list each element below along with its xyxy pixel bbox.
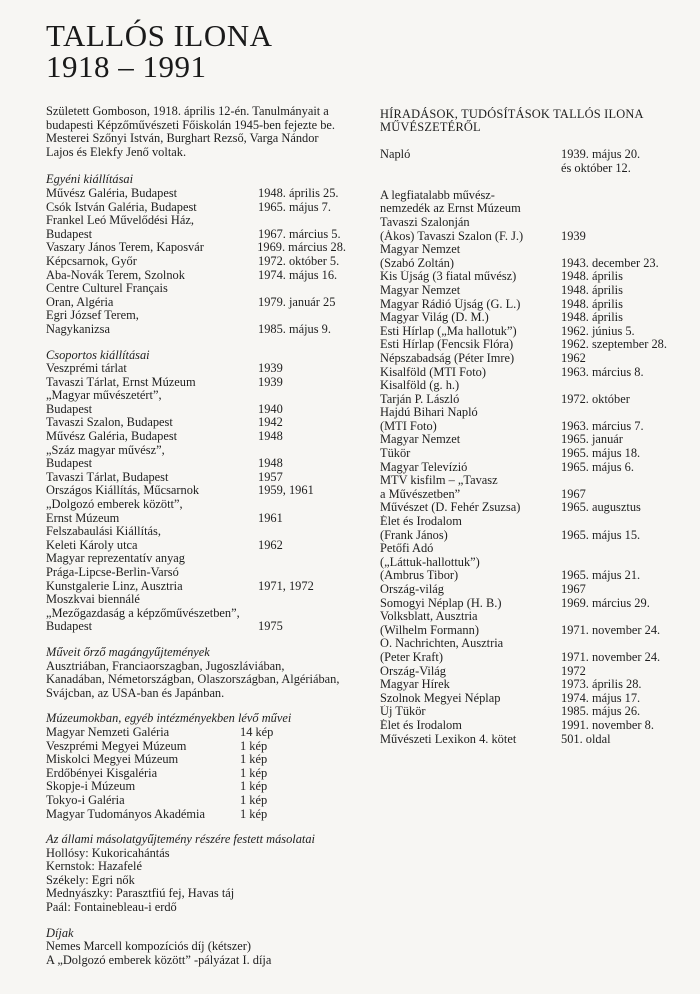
item-date: 1948. április (561, 269, 623, 284)
item-date (561, 202, 690, 216)
copies-section (46, 833, 346, 915)
list-item (46, 607, 346, 621)
item-title: Művészet (D. Fehér Zsuzsa) (380, 501, 521, 515)
list-item (380, 665, 690, 679)
item-title: Esti Hírlap (Fencsik Flóra) (380, 338, 514, 352)
list-item (380, 311, 690, 325)
museum-works-list (46, 726, 346, 821)
list-item (380, 461, 690, 475)
list-item (380, 515, 690, 529)
left-column (46, 105, 346, 979)
item-title: Művész Galéria, Budapest (46, 186, 178, 200)
solo-exhibitions-section (46, 173, 346, 336)
awards-heading: Díjak (46, 925, 74, 940)
list-item (46, 269, 346, 283)
item-date: 1939. május 20. (561, 147, 641, 161)
item-title: Tarján P. László (380, 392, 460, 406)
item-date: 1939 (561, 228, 586, 243)
item-title: (Wilhelm Formann) (380, 623, 479, 637)
item-date: 1940 (258, 401, 283, 416)
list-item (380, 366, 690, 380)
item-title: Esti Hírlap („Ma hallotuk”) (380, 324, 517, 338)
biography-intro: Született Gomboson, 1918. április 12-én. Tanulmányait a budapesti Képzőművészeti Főiskolán 1945-ben fejezte be. Mesterei Szőnyi István, Burghart Rezső, Varga Nándor Lajos és Elekfy Jenő voltak. (46, 104, 336, 159)
item-title: Ország-Világ (380, 664, 447, 678)
item-title: Vaszary János Terem, Kaposvár (46, 241, 204, 255)
item-date: és október 12. (561, 160, 631, 175)
list-item (380, 175, 690, 189)
group-exhibitions-section (46, 349, 346, 634)
item-title: Petőfi Adó (380, 542, 434, 556)
solo-exhibitions-list (46, 187, 346, 337)
item-date: 1967 (561, 486, 586, 501)
item-title: Aba-Novák Terem, Szolnok (46, 268, 185, 282)
item-date: 1 kép (240, 792, 268, 807)
item-title: Tavaszi Szalonján (380, 215, 470, 229)
item-date: 1967. március 5. (258, 226, 341, 241)
item-date: 1965. május 6. (561, 459, 634, 474)
item-title: Kisalföld (g. h.) (380, 379, 460, 393)
list-item (380, 501, 690, 515)
list-item (46, 753, 346, 767)
list-item (380, 406, 690, 420)
list-item (46, 282, 346, 296)
list-item (46, 430, 346, 444)
list-item (380, 216, 690, 230)
item-title: Centre Culturel Français (46, 282, 168, 296)
item-date: 1965. május 18. (561, 446, 641, 461)
item-date (258, 552, 346, 566)
item-title: Prága-Lipcse-Berlin-Varsó (46, 566, 179, 579)
item-title: Élet és Irodalom (380, 718, 462, 732)
item-date: 1974. május 16. (258, 267, 338, 282)
item-date: 1972 (561, 663, 586, 678)
list-item (380, 569, 690, 583)
item-date: 1965. május 7. (258, 199, 331, 214)
item-date: 1948. április 25. (258, 185, 339, 200)
item-date: 1985. május 26. (561, 704, 641, 719)
item-title: Kis Újság (3 fiatal művész) (380, 270, 517, 284)
list-item (46, 498, 346, 512)
item-title: A legfiatalabb művész- (380, 188, 495, 202)
list-item (380, 733, 690, 747)
item-date: 1973. április 28. (561, 677, 642, 692)
artist-years: 1918 – 1991 (46, 49, 207, 84)
item-date: 1975 (258, 619, 283, 634)
item-date: 1962 (561, 350, 586, 365)
item-title: Tükör (380, 447, 411, 461)
list-item (46, 201, 346, 215)
press-list (380, 148, 690, 746)
item-title: Magyar Hírek (380, 678, 450, 692)
list-item: A „Dolgozó emberek között” -pályázat I. díja (46, 952, 272, 967)
item-title: Kisalföld (MTI Foto) (380, 365, 486, 379)
item-title: Frankel Leó Művelődési Ház, (46, 214, 194, 228)
list-item (380, 284, 690, 298)
list-item (380, 678, 690, 692)
list-item (46, 228, 346, 242)
list-item (380, 257, 690, 271)
item-date (561, 406, 690, 420)
item-date (561, 474, 690, 488)
item-date: 1963. március 8. (561, 364, 644, 379)
item-date: 1991. november 8. (561, 717, 654, 732)
item-title: (Frank János) (380, 528, 448, 542)
item-title: „Magyar művészetért”, (46, 389, 162, 403)
page-title (46, 20, 273, 82)
item-date (561, 243, 690, 257)
copies-heading: Az állami másolatgyűjtemény részére festett másolatai (46, 832, 315, 847)
item-title: Budapest (46, 620, 93, 634)
item-date: 1962. június 5. (561, 323, 635, 338)
item-date: 14 kép (240, 724, 274, 739)
item-title: MTV kisfilm – „Tavasz (380, 474, 498, 488)
item-date: 1965. május 15. (561, 527, 641, 542)
item-date: 1962. szeptember 28. (561, 337, 667, 352)
list-item (46, 525, 346, 539)
list-item (380, 148, 690, 162)
item-date (561, 556, 690, 570)
item-date (258, 389, 346, 403)
item-title: Kunstgalerie Linz, Ausztria (46, 579, 183, 593)
item-date: 1942 (258, 415, 283, 430)
item-date (561, 189, 690, 203)
item-date (258, 309, 346, 323)
item-title: Művészeti Lexikon 4. kötet (380, 732, 517, 746)
item-date (258, 566, 346, 580)
item-title: a Művészetben” (380, 487, 461, 501)
item-date (258, 498, 346, 512)
list-item (380, 474, 690, 488)
list-item (380, 692, 690, 706)
item-date: 1965. január (561, 432, 623, 447)
item-title: Oran, Algéria (46, 295, 114, 309)
list-item (380, 651, 690, 665)
item-title: Csók István Galéria, Budapest (46, 200, 197, 214)
item-date: 1939 (258, 374, 283, 389)
list-item (46, 376, 346, 390)
item-date: 1963. március 7. (561, 418, 644, 433)
item-date: 1974. május 17. (561, 690, 641, 705)
item-date: 1965. május 21. (561, 568, 641, 583)
item-title: Művész Galéria, Budapest (46, 430, 178, 444)
item-title: Moszkvai biennálé (46, 593, 140, 607)
item-date: 501. oldal (561, 731, 611, 746)
list-item (380, 298, 690, 312)
item-title: Napló (380, 148, 411, 161)
list-item (380, 488, 690, 502)
item-title: Élet és Irodalom (380, 515, 462, 529)
item-date: 1959, 1961 (258, 483, 314, 498)
item-title: Miskolci Megyei Múzeum (46, 753, 179, 767)
list-item: Nemes Marcell kompozíciós díj (kétszer) (46, 939, 252, 954)
item-title: Szolnok Megyei Néplap (380, 691, 501, 705)
list-item (46, 794, 346, 808)
list-item (380, 352, 690, 366)
right-column (380, 108, 690, 746)
list-item (46, 323, 346, 337)
list-item (380, 202, 690, 216)
item-title: Tavaszi Tárlat, Ernst Múzeum (46, 375, 196, 389)
list-item (46, 808, 346, 822)
item-title: Tokyo-i Galéria (46, 793, 125, 807)
item-title: Somogyi Néplap (H. B.) (380, 596, 502, 610)
item-date (258, 593, 346, 607)
item-title: (Ákos) Tavaszi Szalon (F. J.) (380, 229, 524, 243)
list-item (380, 637, 690, 651)
group-exhibitions-list (46, 362, 346, 634)
item-title: Volksblatt, Ausztria (380, 610, 478, 624)
item-title: „Mezőgazdaság a képzőművészetben”, (46, 606, 240, 620)
item-date: 1971. november 24. (561, 649, 661, 664)
copies-list (46, 847, 346, 915)
list-item (46, 484, 346, 498)
list-item (46, 580, 346, 594)
item-date (561, 542, 690, 556)
item-title: Ország-világ (380, 583, 444, 596)
list-item (46, 457, 346, 471)
item-date: 1943. december 23. (561, 255, 659, 270)
list-item: Paál: Fontainebleau-i erdő (46, 900, 177, 915)
item-title: Budapest (46, 402, 93, 416)
item-date: 1969. március 29. (561, 595, 650, 610)
museum-works-heading: Múzeumokban, egyéb intézményekben lévő művei (46, 711, 292, 726)
item-date: 1948. április (561, 296, 623, 311)
list-item (46, 362, 346, 376)
list-item (380, 243, 690, 257)
list-item (46, 593, 346, 607)
museum-works-section (46, 712, 346, 821)
item-title: Új Tükör (380, 705, 426, 719)
list-item (380, 597, 690, 611)
list-item (46, 187, 346, 201)
awards-list (46, 940, 346, 967)
list-item (46, 767, 346, 781)
solo-exhibitions-heading: Egyéni kiállításai (46, 172, 134, 187)
item-date: 1 kép (240, 779, 268, 794)
item-date: 1971. november 24. (561, 622, 661, 637)
item-title: Keleti Károly utca (46, 538, 138, 552)
private-collections-heading: Műveit őrző magángyűjtemények (46, 644, 210, 659)
item-date (561, 637, 690, 651)
item-title: Veszprémi Megyei Múzeum (46, 739, 187, 753)
press-heading-line2: MŰVÉSZETÉRŐL (380, 120, 481, 134)
item-title: Magyar Rádió Újság (G. L.) (380, 297, 521, 311)
item-title: O. Nachrichten, Ausztria (380, 637, 504, 651)
list-item (380, 583, 690, 597)
item-date: 1979. január 25 (258, 294, 336, 309)
item-date: 1985. május 9. (258, 321, 331, 336)
awards-section (46, 927, 346, 968)
press-heading (380, 108, 690, 134)
item-date (561, 610, 690, 624)
list-item (380, 719, 690, 733)
item-date (258, 444, 346, 458)
list-item (46, 512, 346, 526)
list-item (380, 610, 690, 624)
item-date (258, 525, 346, 539)
item-title: (MTI Foto) (380, 419, 437, 433)
item-date: 1967 (561, 582, 586, 596)
item-date: 1 kép (240, 752, 268, 767)
item-title: Felszabaulási Kiállítás, (46, 525, 161, 539)
item-date (561, 379, 690, 393)
item-title: „Száz magyar művész”, (46, 443, 165, 457)
item-title: Hajdú Bihari Napló (380, 406, 478, 420)
item-date: 1948. április (561, 310, 623, 325)
list-item (380, 393, 690, 407)
list-item (380, 705, 690, 719)
item-title (380, 162, 561, 176)
list-item (380, 447, 690, 461)
item-title: Képcsarnok, Győr (46, 254, 137, 268)
list-item (46, 780, 346, 794)
item-date (258, 607, 346, 621)
list-item (46, 471, 346, 485)
item-title: Egri József Terem, (46, 309, 139, 323)
item-date: 1 kép (240, 738, 268, 753)
item-title: Magyar Tudományos Akadémia (46, 807, 206, 821)
private-collections-section (46, 646, 346, 700)
list-item (380, 556, 690, 570)
item-title: Erdőbényei Kisgaléria (46, 766, 158, 780)
list-item: Kernstok: Hazafelé (46, 859, 142, 874)
item-title: Magyar Televízió (380, 460, 468, 474)
item-date: 1948. április (561, 282, 623, 297)
item-date: 1957 (258, 469, 283, 484)
list-item (46, 539, 346, 553)
list-item (380, 338, 690, 352)
list-item: Hollósy: Kukoricahántás (46, 845, 170, 860)
list-item (380, 420, 690, 434)
list-item (46, 309, 346, 323)
list-item: Mednyászky: Parasztfiú fej, Havas táj (46, 886, 235, 901)
list-item (46, 566, 346, 580)
list-item (380, 270, 690, 284)
list-item (46, 389, 346, 403)
item-date (561, 515, 690, 529)
list-item (380, 433, 690, 447)
item-date (561, 175, 690, 189)
item-title: Budapest (46, 457, 93, 471)
item-title: Népszabadság (Péter Imre) (380, 351, 515, 365)
artist-name: TALLÓS ILONA (46, 18, 273, 53)
list-item (380, 624, 690, 638)
list-item (46, 416, 346, 430)
item-title: (Peter Kraft) (380, 650, 443, 664)
press-heading-line1: HÍRADÁSOK, TUDÓSÍTÁSOK TALLÓS ILONA (380, 107, 644, 121)
item-date: 1972. október 5. (258, 253, 340, 268)
list-item (46, 255, 346, 269)
item-date (258, 282, 346, 296)
list-item (46, 241, 346, 255)
item-title: Tavaszi Szalon, Budapest (46, 416, 173, 430)
item-title: Ernst Múzeum (46, 511, 120, 525)
item-date (258, 214, 346, 228)
item-date: 1969. március 28. (257, 240, 346, 255)
private-collections-text: Ausztriában, Franciaorszagban, Jugoszláviában, Kanadában, Németországban, Olaszországban, Algériában, Svájcban, az USA-ban és Japánban. (46, 658, 340, 700)
item-title: Veszprémi tárlat (46, 362, 127, 376)
item-title: (Szabó Zoltán) (380, 256, 454, 270)
list-item (46, 620, 346, 634)
item-title: Magyar Nemzet (380, 283, 461, 297)
item-title: Tavaszi Tárlat, Budapest (46, 470, 169, 484)
item-title: „Dolgozó emberek között”, (46, 498, 183, 512)
item-title: Budapest (46, 227, 93, 241)
list-item (380, 162, 690, 176)
group-exhibitions-heading: Csoportos kiállításai (46, 347, 150, 362)
item-date: 1948 (258, 456, 283, 471)
list-item (46, 444, 346, 458)
list-item (46, 296, 346, 310)
item-title: Magyar Nemzet (380, 243, 461, 257)
list-item: Székely: Egri nők (46, 872, 135, 887)
item-title: Országos Kiállítás, Műcsarnok (46, 484, 200, 498)
item-date (561, 216, 690, 230)
list-item (46, 214, 346, 228)
list-item (380, 529, 690, 543)
item-title: Magyar Világ (D. M.) (380, 311, 489, 325)
item-title: Nagykanizsa (46, 322, 110, 336)
list-item (380, 230, 690, 244)
list-item (46, 740, 346, 754)
item-date: 1939 (258, 361, 283, 376)
item-title: Skopje-i Múzeum (46, 780, 136, 794)
item-title: („Láttuk-hallottuk”) (380, 555, 480, 569)
item-date: 1 kép (240, 806, 268, 821)
item-title: Magyar Nemzet (380, 433, 461, 447)
list-item (380, 189, 690, 203)
list-item (46, 403, 346, 417)
item-title: Magyar Nemzeti Galéria (46, 725, 170, 739)
item-date: 1 kép (240, 765, 268, 780)
list-item (380, 379, 690, 393)
item-title: Magyar reprezentatív anyag (46, 552, 185, 566)
list-item (46, 552, 346, 566)
item-title: nemzedék az Ernst Múzeum (380, 202, 521, 216)
list-item (380, 542, 690, 556)
item-date: 1962 (258, 537, 283, 552)
item-date: 1948 (258, 429, 283, 444)
item-date: 1961 (258, 510, 283, 525)
item-title: (Ambrus Tibor) (380, 569, 459, 583)
item-date: 1972. október (561, 391, 630, 406)
item-title (380, 175, 561, 189)
list-item (380, 325, 690, 339)
item-date: 1965. augusztus (561, 500, 641, 515)
item-date: 1971, 1972 (258, 578, 314, 593)
list-item (46, 726, 346, 740)
